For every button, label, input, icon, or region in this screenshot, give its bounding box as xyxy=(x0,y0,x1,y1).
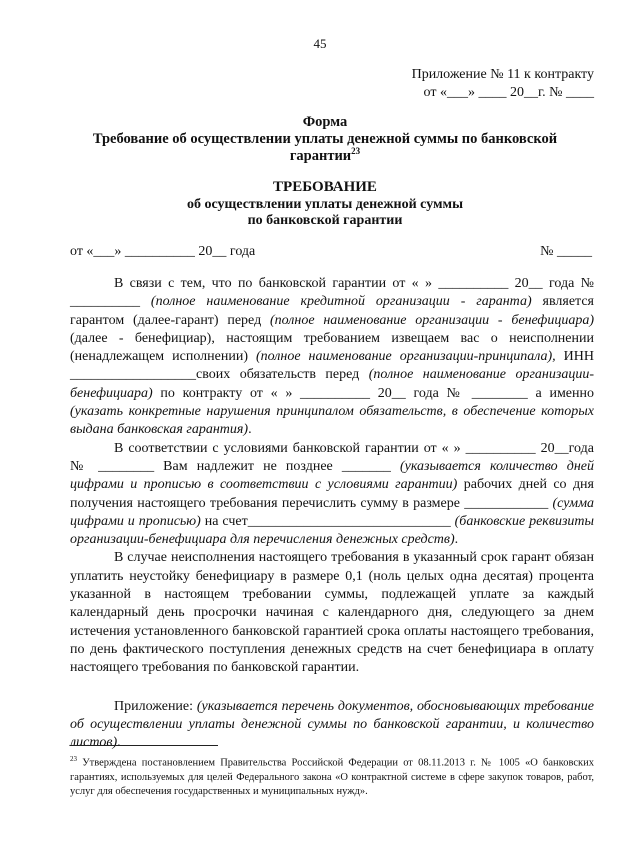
annex-header xyxy=(412,66,594,102)
form-title xyxy=(60,114,590,165)
number-field: № _____ xyxy=(540,244,592,259)
paragraph-payment-terms: В соответствии с условиями банковской гарантии от « » __________ 20__года № ________ Вам надлежит не позднее _______ (указывается количество дней цифрами и прописью в соответствии с условиями гарантии) рабочих дней со дня получения настоящего требования перечислить сумму в размере ____________ (сумма цифрами и прописью) на счет_____________________________ (банковские реквизиты организации-бенефициара для перечисления денежных средств). xyxy=(70,440,594,548)
document-subtitle xyxy=(60,197,590,229)
footnote-ref: 23 xyxy=(351,146,361,157)
form-title-line-1: Форма xyxy=(302,114,348,130)
annex-line-2: от «___» ____ 20__г. № ____ xyxy=(423,85,594,100)
document-title: ТРЕБОВАНИЕ xyxy=(273,179,377,195)
date-number-line xyxy=(70,244,592,260)
paragraph-guarantee-breach: В связи с тем, что по банковской гарантии от « » __________ 20__ года № __________ (полное наименование кредитной организации - гаранта) является гарантом (далее-гарант) перед (полное наименование организации - бенефициара) (далее - бенефициар), настоящим требованием извещаем вас о неисполнении (ненадлежащем исполнении) (полное наименование организации-принципала), ИНН __________________своих обязательств перед (полное наименование организации-бенефициара) по контракту от « » __________ 20__ года № ________ а именно (указать конкретные нарушения принципалом обязательств, в обеспечение которых выдана банковская гарантия). xyxy=(70,276,594,438)
footnote-divider xyxy=(70,745,218,746)
document-subtitle-line-1: об осуществлении уплаты денежной суммы xyxy=(186,197,464,212)
date-field: от «___» __________ 20__ года xyxy=(70,244,256,259)
page-number: 45 xyxy=(313,36,327,51)
paragraph-attachment: Приложение: (указывается перечень документов, обосновывающих требование об осуществлении уплаты денежной суммы по банковской гарантии, и количество листов). xyxy=(70,698,594,751)
document-subtitle-line-2: по банковской гарантии xyxy=(247,213,403,228)
footnote-number: 23 xyxy=(70,755,77,763)
form-title-line-3: гарантии$^{23}$ xyxy=(289,146,361,164)
footnote-text: Утверждена постановлением Правительства Российской Федерации от 08.11.2013 г. № 1005 «О банковских гарантиях, используемых для целей Федерального закона «О контрактной системе в сфере закупок товаров, работ, услуг для обеспечения государственных и муниципальных нужд». xyxy=(70,757,595,797)
form-title-line-2: Требование об осуществлении уплаты денежной суммы по банковской xyxy=(92,131,558,147)
annex-line-1: Приложение № 11 к контракту xyxy=(411,67,594,82)
paragraph-penalty: В случае неисполнения настоящего требования в указанный срок гарант обязан уплатить неустойку бенефициару в размере 0,1 (ноль целых одна десятая) процента указанной в настоящем требовании суммы, подлежащей уплате за каждый календарный день просрочки начиная с календарного дня, следующего за днем истечения установленного банковской гарантией срока оплаты настоящего требования, по день фактического поступления денежных средств на счет бенефициара в оплату настоящего требования по банковской гарантии. xyxy=(70,550,594,676)
requirement-body xyxy=(70,275,594,752)
footnote xyxy=(70,752,594,799)
